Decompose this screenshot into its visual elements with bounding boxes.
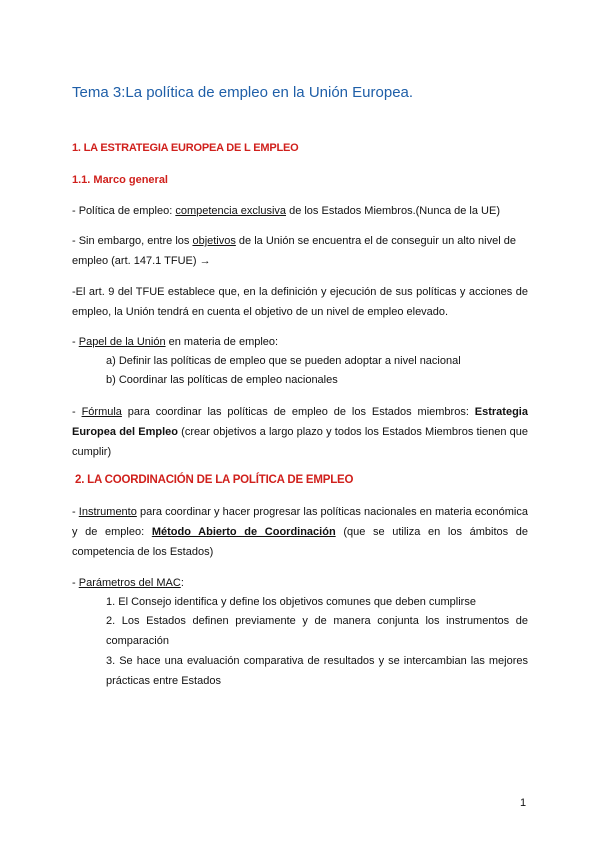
paragraph-papel-union [72, 332, 528, 352]
text: : [180, 577, 184, 589]
text: de la Unión se encuentra el de conseguir un alto nivel de empleo (art. 147.1 TFUE) → [72, 235, 516, 267]
paragraph-politica-empleo [72, 201, 528, 221]
text: (que se utiliza en los ámbitos de competencia de los Estados) [72, 526, 528, 558]
underlined-text: Instrumento [78, 506, 137, 518]
list-item-a: a) Definir las políticas de empleo que se pueden adoptar a nivel nacional [106, 355, 461, 367]
section-2-heading: 2. LA COORDINACIÓN DE LA POLÍTICA DE EMPLEO [75, 474, 354, 486]
page-number: 1 [520, 797, 527, 809]
text: (crear objetivos a largo plazo y todos los Estados Miembros tienen que cumplir) [72, 426, 529, 458]
text: - [72, 406, 82, 418]
underlined-text: Fórmula [81, 406, 122, 418]
list-item-b: b) Coordinar las políticas de empleo nacionales [106, 374, 338, 386]
text: para coordinar y hacer progresar las políticas nacionales en materia económica y de empleo: [72, 506, 528, 538]
document-title: Tema 3:La política de empleo en la Unión Europea. [72, 84, 414, 101]
paragraph-formula [72, 402, 528, 462]
text: para coordinar las políticas de empleo de los Estados miembros: [121, 406, 475, 418]
list-item-3: 3. Se hace una evaluación comparativa de resultados y se intercambian las mejores prácticas entre Estados [106, 655, 528, 687]
bold-text: Estrategia Europea del Empleo [72, 406, 528, 438]
underlined-text: Papel de la Unión [78, 336, 166, 348]
subsection-1-1-heading: 1.1. Marco general [72, 174, 168, 186]
text: - [72, 577, 79, 589]
paragraph-objetivos [72, 231, 528, 271]
section-1-heading: 1. LA ESTRATEGIA EUROPEA DE L EMPLEO [72, 142, 299, 154]
text: - [72, 506, 79, 518]
paragraph-parametros [72, 573, 528, 593]
list-item-2: 2. Los Estados definen previamente y de manera conjunta los instrumentos de comparación [106, 615, 528, 647]
paragraph-instrumento [72, 502, 528, 562]
text: - [72, 336, 79, 348]
bold-underlined-text: Método Abierto de Coordinación [151, 526, 336, 538]
text: en materia de empleo: [165, 336, 279, 348]
underlined-text: competencia exclusiva [175, 205, 287, 217]
list-item-1: 1. El Consejo identifica y define los objetivos comunes que deben cumplirse [106, 596, 476, 608]
text: de los Estados Miembros.(Nunca de la UE) [286, 205, 500, 217]
underlined-text: objetivos [192, 235, 236, 247]
underlined-text: Parámetros del MAC [78, 577, 181, 589]
paragraph-art-9: -El art. 9 del TFUE establece que, en la definición y ejecución de sus políticas y acciones de empleo, la Unión tendrá en cuenta el objetivo de un nivel de empleo elevado. [72, 286, 528, 318]
text: - Política de empleo: [72, 205, 176, 217]
text: - Sin embargo, entre los [72, 235, 193, 247]
